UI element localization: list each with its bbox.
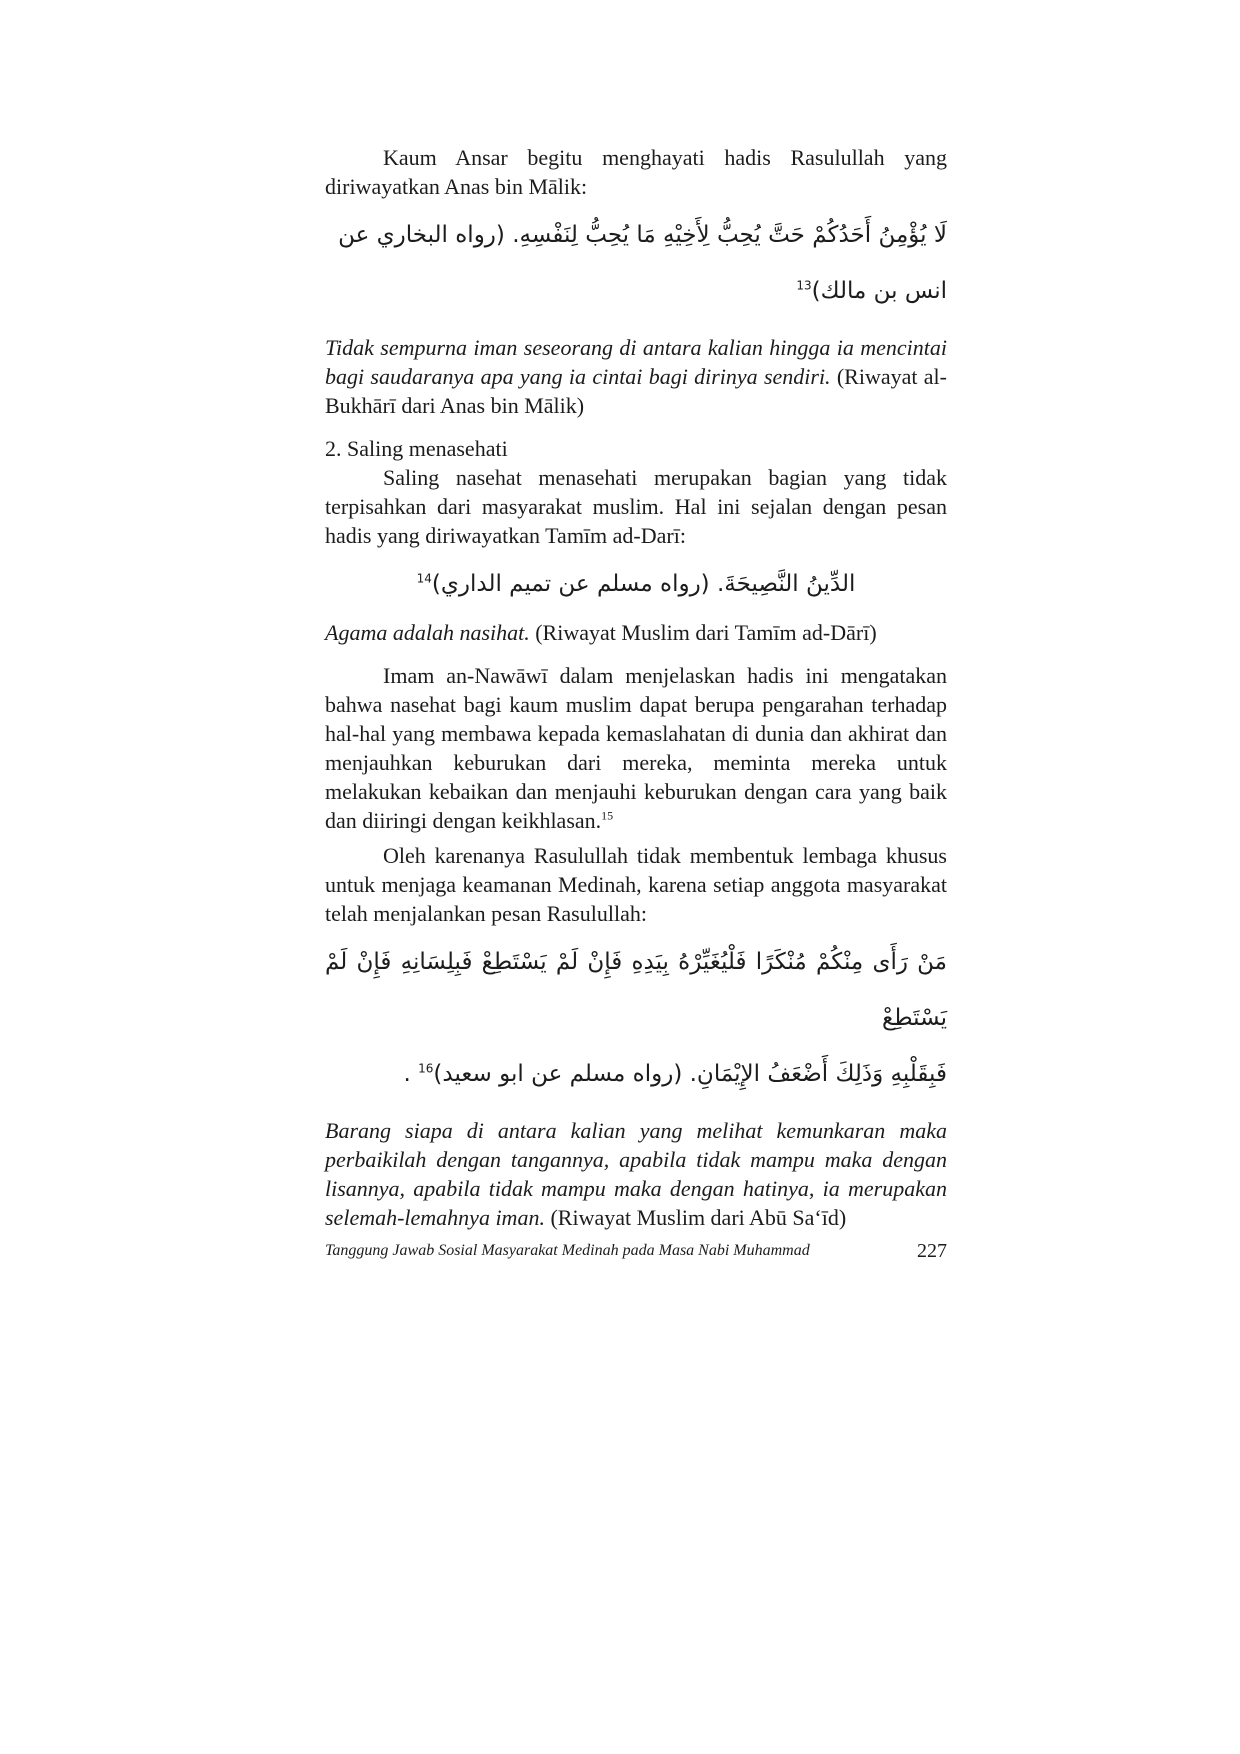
paragraph-4: Oleh karenanya Rasulullah tidak membentuk lembaga khusus untuk menjaga keamanan Medinah, karena setiap anggota masyarakat telah menjalankan pesan Rasulullah:: [325, 843, 947, 926]
translation-3-italic: Barang siapa di antara kalian yang melihat kemunkaran maka perbaikilah dengan tangannya, apabila tidak mampu maka dengan lisannya, apabila tidak mampu maka dengan hatinya, ia merupakan selemah-lemahnya iman.: [325, 1118, 947, 1230]
footnote-ref-16: 16: [418, 1061, 434, 1076]
arabic-hadith-2: الدِّينُ النَّصِيحَةَ. (رواه مسلم عن تميم الداري)$^{14}$: [416, 571, 856, 597]
page-number: 227: [917, 1240, 947, 1262]
translation-3-source: (Riwayat Muslim dari Abū Sa‘īd): [544, 1205, 847, 1230]
arabic-hadith-3: [325, 934, 947, 1102]
page-footer: [325, 1242, 947, 1260]
arabic-hadith-1-line2: انس بن مالك)$^{13}$: [796, 278, 947, 304]
footnote-ref-14: 14: [416, 571, 432, 586]
footnote-ref-15: 15: [601, 808, 614, 823]
footnote-ref-13: 13: [796, 278, 812, 293]
translation-2: [325, 618, 947, 647]
arabic-hadith-3-line1: مَنْ رَأَى مِنْكُمْ مُنْكَرًا فَلْيُغَيِّرْهُ بِيَدِهِ فَإِنْ لَمْ يَسْتَطِعْ فَبِلِسَانِهِ فَإِنْ لَمْ يَسْتَطِعْ: [325, 949, 947, 1031]
translation-2-italic: Agama adalah nasihat.: [325, 620, 530, 645]
translation-1-source: (Riwayat al-Bukhārī dari Anas bin Mālik): [325, 364, 947, 418]
section-heading-2: 2. Saling menasehati: [325, 436, 508, 461]
running-footer-title: Tanggung Jawab Sosial Masyarakat Medinah pada Masa Nabi Muhammad: [325, 1242, 810, 1259]
arabic-hadith-1-line1: لَا يُؤْمِنُ أَحَدُكُمْ حَتَّ يُحِبُّ لِأَخِيْهِ مَا يُحِبُّ لِنَفْسِهِ. (رواه البخاري عن: [338, 222, 947, 248]
paragraph-3: Imam an-Nawāwī dalam menjelaskan hadis ini mengatakan bahwa nasehat bagi kaum muslim dapat berupa pengarahan terhadap hal-hal yang membawa kepada kemaslahatan di dunia dan akhirat dan menjauhkan keburukan dari mereka, meminta mereka untuk melakukan kebaikan dan menjauhi keburukan dengan cara yang baik dan diiringi dengan keikhlasan.$^{15}$: [325, 663, 947, 833]
arabic-hadith-1: [325, 207, 947, 319]
page-body: [325, 143, 947, 1232]
translation-3: [325, 1116, 947, 1232]
paragraph-2: Saling nasehat menasehati merupakan bagian yang tidak terpisahkan dari masyarakat muslim. Hal ini sejalan dengan pesan hadis yang diriwayatkan Tamīm ad-Darī:: [325, 465, 947, 548]
translation-1-italic: Tidak sempurna iman seseorang di antara kalian hingga ia mencintai bagi saudaranya apa yang ia cintai bagi dirinya sendiri.: [325, 335, 947, 389]
paragraph-intro: Kaum Ansar begitu menghayati hadis Rasulullah yang diriwayatkan Anas bin Mālik:: [325, 145, 947, 199]
arabic-hadith-3-line2: فَبِقَلْبِهِ وَذَلِكَ أَضْعَفُ الإِيْمَانِ. (رواه مسلم عن ابو سعيد)$^{16}$ .: [403, 1061, 947, 1087]
translation-2-source: (Riwayat Muslim dari Tamīm ad-Dārī): [529, 620, 877, 645]
translation-1: [325, 333, 947, 420]
